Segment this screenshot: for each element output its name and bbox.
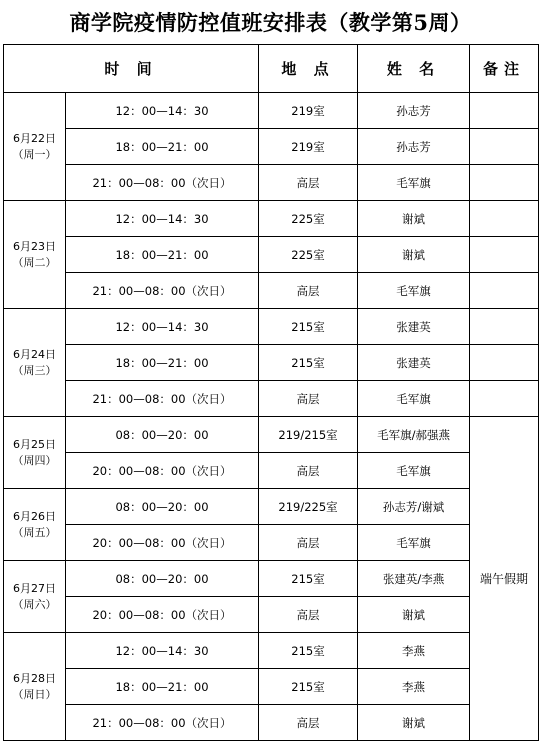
time-cell: 08：00—20：00 [66,561,259,597]
date-label: 6月22日 [13,131,56,145]
note-cell [470,201,539,237]
place-cell: 215室 [259,669,358,705]
time-cell: 12：00—14：30 [66,201,259,237]
place-cell: 215室 [259,309,358,345]
place-cell: 225室 [259,237,358,273]
header-place: 地 点 [259,45,358,93]
header-row [4,45,539,93]
name-cell: 毛军旗 [358,453,470,489]
weekday-label: （周六） [12,597,57,611]
header-note: 备注 [470,45,539,93]
time-cell: 21：00—08：00（次日） [66,165,259,201]
name-cell: 张建英 [358,345,470,381]
schedule-row [4,345,539,381]
note-cell-holiday: 端午假期 [470,417,539,741]
date-cell [4,309,66,417]
schedule-row [4,381,539,417]
schedule-row [4,273,539,309]
place-cell: 219/225室 [259,489,358,525]
name-cell: 谢斌 [358,597,470,633]
schedule-body [4,93,539,741]
time-cell: 18：00—21：00 [66,345,259,381]
name-cell: 谢斌 [358,705,470,741]
time-cell: 12：00—14：30 [66,93,259,129]
place-cell: 高层 [259,597,358,633]
note-cell [470,381,539,417]
date-cell [4,201,66,309]
date-cell [4,489,66,561]
schedule-row [4,561,539,597]
date-label: 6月23日 [13,239,56,253]
date-label: 6月24日 [13,347,56,361]
name-cell: 孙志芳 [358,129,470,165]
time-cell: 08：00—20：00 [66,417,259,453]
note-cell [470,93,539,129]
date-label: 6月25日 [13,437,56,451]
schedule-row [4,705,539,741]
note-cell [470,237,539,273]
name-cell: 张建英 [358,309,470,345]
weekday-label: （周二） [12,255,57,269]
schedule-row [4,453,539,489]
schedule-row [4,165,539,201]
schedule-row [4,597,539,633]
time-cell: 12：00—14：30 [66,309,259,345]
note-cell [470,165,539,201]
note-cell [470,345,539,381]
place-cell: 高层 [259,165,358,201]
time-cell: 08：00—20：00 [66,489,259,525]
weekday-label: （周五） [12,525,57,539]
schedule-row [4,525,539,561]
name-cell: 张建英/李燕 [358,561,470,597]
name-cell: 毛军旗/郝强燕 [358,417,470,453]
weekday-label: （周日） [12,687,57,701]
header-time: 时 间 [4,45,259,93]
place-cell: 高层 [259,525,358,561]
name-cell: 谢斌 [358,237,470,273]
place-cell: 219室 [259,129,358,165]
schedule-row [4,309,539,345]
name-cell: 谢斌 [358,201,470,237]
place-cell: 215室 [259,345,358,381]
date-cell [4,93,66,201]
name-cell: 毛军旗 [358,273,470,309]
schedule-row [4,237,539,273]
name-cell: 孙志芳 [358,93,470,129]
name-cell: 孙志芳/谢斌 [358,489,470,525]
weekday-label: （周一） [12,147,57,161]
page-title: 商学院疫情防控值班安排表（教学第5周） [69,10,472,35]
place-cell: 高层 [259,381,358,417]
name-cell: 毛军旗 [358,165,470,201]
note-cell [470,273,539,309]
time-cell: 12：00—14：30 [66,633,259,669]
date-label: 6月28日 [13,671,56,685]
time-cell: 21：00—08：00（次日） [66,273,259,309]
place-cell: 215室 [259,561,358,597]
date-cell [4,633,66,741]
name-cell: 李燕 [358,669,470,705]
time-cell: 21：00—08：00（次日） [66,381,259,417]
schedule-row [4,489,539,525]
header-name: 姓 名 [358,45,470,93]
date-label: 6月27日 [13,581,56,595]
place-cell: 高层 [259,273,358,309]
schedule-row [4,417,539,453]
time-cell: 18：00—21：00 [66,129,259,165]
date-cell [4,561,66,633]
note-cell [470,129,539,165]
name-cell: 毛军旗 [358,381,470,417]
place-cell: 225室 [259,201,358,237]
schedule-row [4,633,539,669]
time-cell: 20：00—08：00（次日） [66,597,259,633]
schedule-row [4,129,539,165]
time-cell: 18：00—21：00 [66,237,259,273]
place-cell: 219室 [259,93,358,129]
schedule-row [4,201,539,237]
place-cell: 高层 [259,453,358,489]
time-cell: 20：00—08：00（次日） [66,525,259,561]
note-cell [470,309,539,345]
weekday-label: （周三） [12,363,57,377]
place-cell: 215室 [259,633,358,669]
name-cell: 李燕 [358,633,470,669]
name-cell: 毛军旗 [358,525,470,561]
place-cell: 219/215室 [259,417,358,453]
date-label: 6月26日 [13,509,56,523]
date-cell [4,417,66,489]
duty-schedule-table [3,44,539,741]
place-cell: 高层 [259,705,358,741]
time-cell: 20：00—08：00（次日） [66,453,259,489]
time-cell: 21：00—08：00（次日） [66,705,259,741]
weekday-label: （周四） [12,453,57,467]
schedule-row [4,93,539,129]
schedule-row [4,669,539,705]
time-cell: 18：00—21：00 [66,669,259,705]
